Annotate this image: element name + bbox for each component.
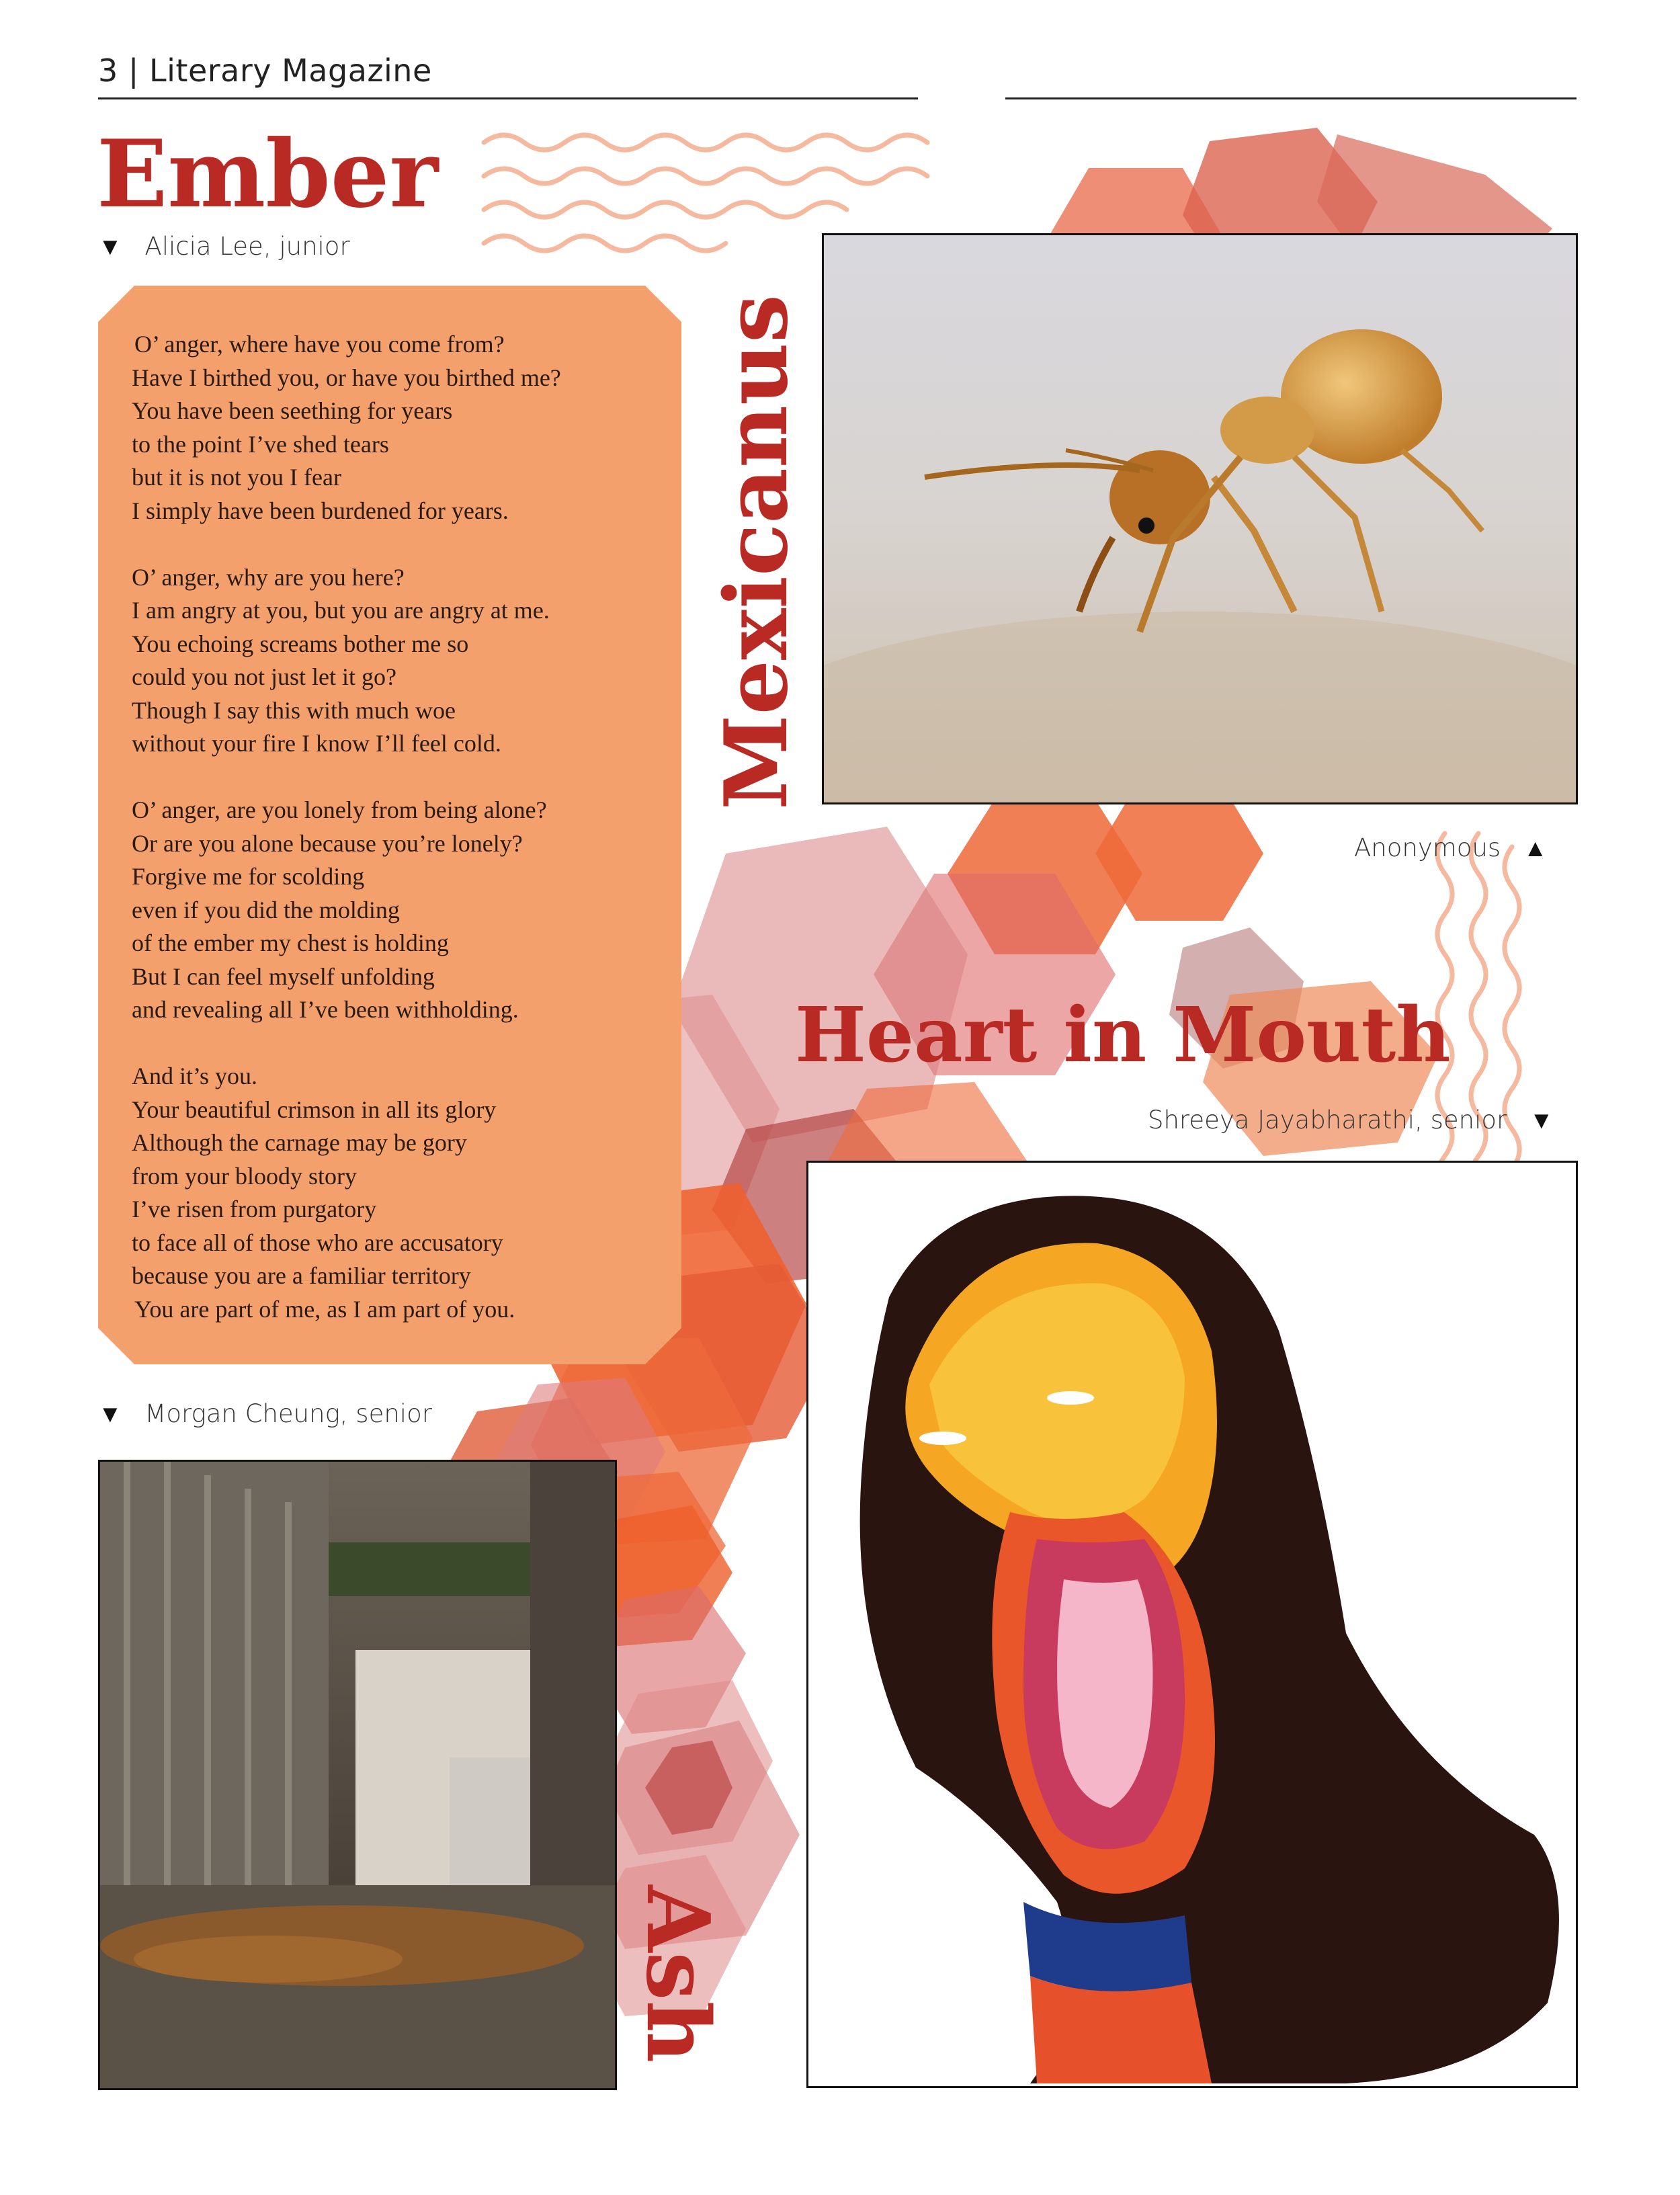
poem-line: could you not just let it go? bbox=[132, 663, 396, 690]
ash-image bbox=[100, 1462, 615, 2088]
poem-stanza bbox=[132, 561, 669, 761]
poem-line: And it’s you. bbox=[132, 1063, 258, 1089]
poem-line: O’ anger, are you lonely from being alone? bbox=[132, 796, 547, 823]
poem-stanza bbox=[132, 794, 669, 1027]
poem-line: You have been seething for years bbox=[132, 397, 453, 424]
poem-line: Though I say this with much woe bbox=[132, 696, 456, 724]
poem-line: even if you did the molding bbox=[132, 896, 400, 923]
ash-title: Ash bbox=[627, 1885, 728, 2063]
ant-photo bbox=[822, 233, 1578, 804]
poem-line: without your fire I know I’ll feel cold. bbox=[132, 730, 501, 757]
page-label: 3 | Literary Magazine bbox=[98, 52, 432, 89]
ember-title: Ember bbox=[97, 119, 439, 229]
poem-line: Or are you alone because you’re lonely? bbox=[132, 829, 523, 857]
poem-line: to face all of those who are accusatory bbox=[132, 1229, 503, 1256]
painting-image bbox=[808, 1163, 1576, 2086]
poem-line: O’ anger, why are you here? bbox=[132, 563, 405, 591]
poem-line: to the point I’ve shed tears bbox=[132, 430, 389, 458]
poem-line: You echoing screams bother me so bbox=[132, 630, 469, 657]
up-triangle-icon: ▲ bbox=[1523, 835, 1548, 862]
poem-line: Although the carnage may be gory bbox=[132, 1129, 467, 1156]
poem-line: You are part of me, as I am part of you. bbox=[134, 1295, 515, 1323]
ash-credit bbox=[98, 1399, 432, 1428]
down-triangle-icon: ▼ bbox=[98, 233, 122, 261]
mexicanus-author: Anonymous bbox=[1354, 833, 1501, 862]
down-triangle-icon: ▼ bbox=[98, 1401, 122, 1428]
ant-image bbox=[824, 235, 1576, 802]
poem-line: O’ anger, where have you come from? bbox=[134, 331, 505, 358]
painting-photo bbox=[806, 1161, 1578, 2088]
down-triangle-icon: ▼ bbox=[1529, 1107, 1554, 1134]
ash-author: Morgan Cheung, senior bbox=[144, 1399, 432, 1428]
heart-in-mouth-credit bbox=[1148, 1106, 1554, 1134]
poem-line: I’ve risen from purgatory bbox=[132, 1196, 377, 1223]
poem-line: Forgive me for scolding bbox=[132, 863, 365, 890]
mexicanus-credit bbox=[1354, 833, 1548, 862]
poem-line: I am angry at you, but you are angry at me. bbox=[132, 597, 550, 624]
ember-credit bbox=[98, 232, 350, 261]
poem-line: Your beautiful crimson in all its glory bbox=[132, 1095, 497, 1123]
poem-line: from your bloody story bbox=[132, 1162, 357, 1190]
poem-line: because you are a familiar territory bbox=[132, 1262, 471, 1289]
ember-poem bbox=[132, 328, 669, 1326]
poem-line: of the ember my chest is holding bbox=[132, 929, 449, 956]
heart-in-mouth-title: Heart in Mouth bbox=[795, 991, 1451, 1079]
poem-line: and revealing all I’ve been withholding. bbox=[132, 996, 519, 1023]
poem-line: but it is not you I fear bbox=[132, 464, 341, 491]
ash-photo bbox=[98, 1460, 617, 2090]
poem-line: Have I birthed you, or have you birthed me? bbox=[132, 364, 561, 391]
heart-in-mouth-author: Shreeya Jayabharathi, senior bbox=[1148, 1106, 1507, 1134]
poem-stanza bbox=[132, 1060, 669, 1326]
mexicanus-title: Mexicanus bbox=[706, 294, 807, 810]
poem-stanza bbox=[132, 328, 669, 528]
ember-author: Alicia Lee, junior bbox=[144, 232, 350, 261]
poem-line: I simply have been burdened for years. bbox=[132, 497, 509, 524]
poem-line: But I can feel myself unfolding bbox=[132, 962, 435, 990]
